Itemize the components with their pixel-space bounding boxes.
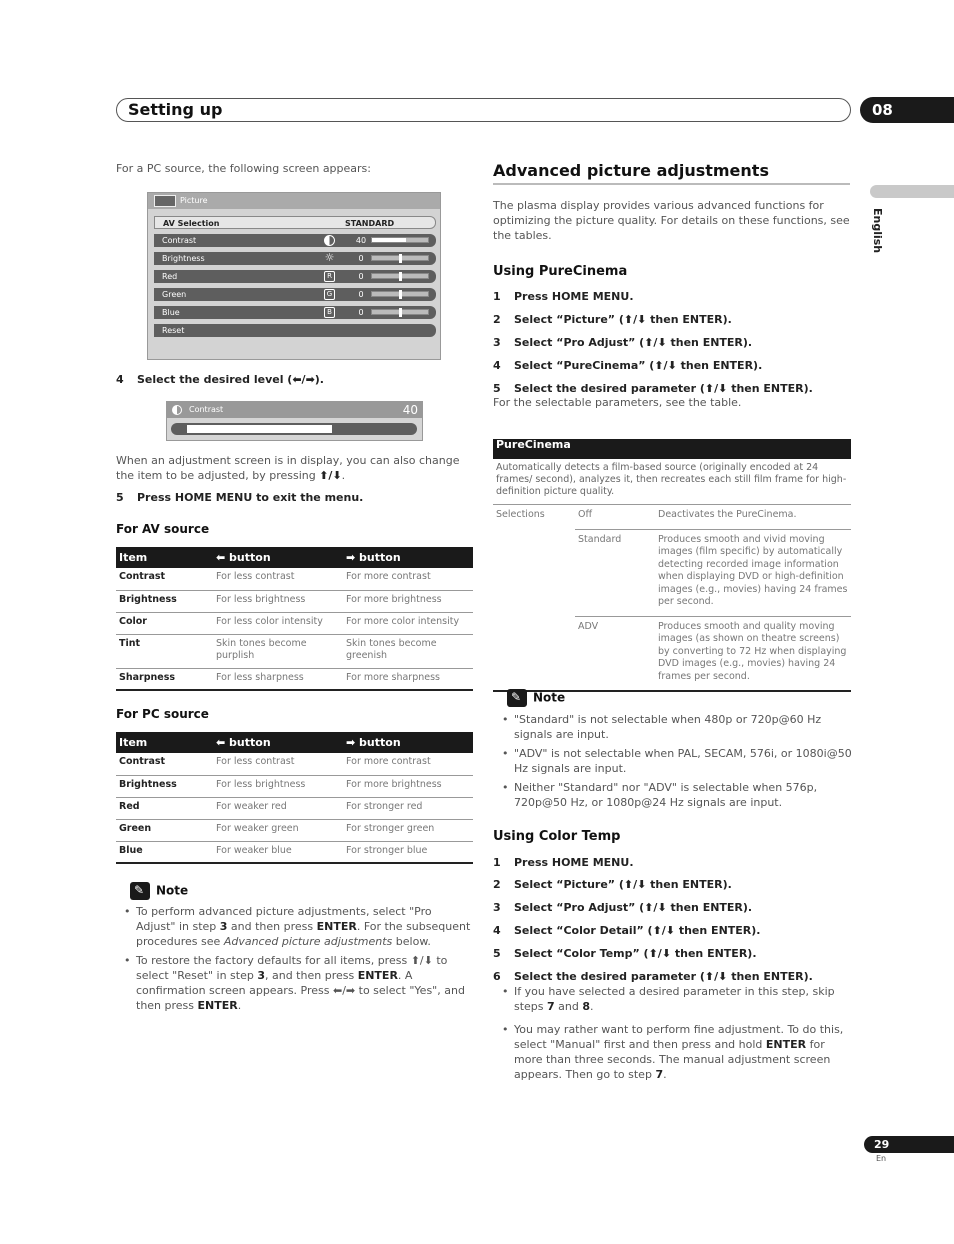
table-row: Color For less color intensity For more color intensity [116,612,473,634]
color-temp-step-6: 6 Select the desired parameter (⬆/⬇ then ENTER). [493,970,813,983]
osd-row-reset: Reset [154,324,436,337]
chapter-tab: 08 [860,97,954,123]
table-row: Contrast For less contrast For more contrast [116,753,473,775]
list-item: • You may rather want to perform fine adjustment. To do this, select "Manual" first and then press and hold ENTER for more than three seconds. The manual adjustment screen appears. Then go to step 7. [494,1022,852,1082]
list-item: • Neither "Standard" nor "ADV" is selectable when 576p, 720p@50 Hz, or 1080p@24 Hz signals are input. [494,780,852,810]
left-note-list [116,904,474,1017]
color-temp-step-2: 2 Select “Picture” (⬆/⬇ then ENTER). [493,878,732,891]
color-temp-step-5: 5 Select “Color Temp” (⬆/⬇ then ENTER). [493,947,757,960]
pc-source-intro: For a PC source, the following screen appears: [116,162,371,175]
table-row: ADV Produces smooth and quality moving images (as shown on theatre screens) by converting to 72 Hz when displaying DVD images (e.g., movies) having 24 frames per second. [493,616,851,691]
pc-source-heading: For PC source [116,707,209,721]
advanced-picture-title: Advanced picture adjustments [493,161,769,180]
purecinema-step-4: 4 Select “PureCinema” (⬆/⬇ then ENTER). [493,359,763,372]
red-icon: R [324,271,335,282]
table-row: Blue For weaker blue For stronger blue [116,841,473,863]
blue-icon: B [324,307,335,318]
page-number: 29 [864,1136,954,1153]
purecinema-see-table: For the selectable parameters, see the table. [493,396,742,409]
table-row: Selections Off Deactivates the PureCinema. [493,505,851,530]
list-item: • "ADV" is not selectable when PAL, SECAM, 576i, or 1080i@50 Hz signals are input. [494,746,852,776]
av-source-heading: For AV source [116,522,210,536]
list-item: • "Standard" is not selectable when 480p or 720p@60 Hz signals are input. [494,712,852,742]
header-bar [116,98,851,122]
purecinema-heading: Using PureCinema [493,264,628,279]
contrast-slider-track [171,423,417,435]
table-header-row: Item ⬅ button ➡ button [116,732,473,753]
page-section-title: Setting up [128,100,223,119]
purecinema-table [493,439,851,692]
brightness-icon: ☼ [324,251,335,264]
table-row: Tint Skin tones become purplish Skin tones become greenish [116,634,473,668]
list-item: • If you have selected a desired parameter in this step, skip steps 7 and 8. [494,984,852,1014]
right-note-list [494,712,852,814]
purecinema-step-2: 2 Select “Picture” (⬆/⬇ then ENTER). [493,313,732,326]
green-icon: G [324,289,335,300]
page-language-code: En [876,1154,887,1163]
purecinema-step-5: 5 Select the desired parameter (⬆/⬇ then ENTER). [493,382,813,395]
note-pencil-icon [507,689,527,707]
osd-row-red: Red R 0 [154,270,436,283]
right-note-heading: ✎Note [507,689,565,707]
table-row: Brightness For less brightness For more brightness [116,590,473,612]
color-temp-step-4: 4 Select “Color Detail” (⬆/⬇ then ENTER). [493,924,761,937]
step-4-select-level: 4 Select the desired level (⬅/➡). [116,373,324,386]
left-note-heading: ✎Note [130,882,188,900]
list-item: • To perform advanced picture adjustments, select "Pro Adjust" in step 3 and then press ENTER. For the subsequent procedures see Advanced picture adjustments below. [116,904,474,949]
osd-row-blue: Blue B 0 [154,306,436,319]
color-temp-bullets [494,984,852,1086]
osd-row-brightness: Brightness ☼ 0 [154,252,436,265]
table-row: Standard Produces smooth and vivid moving images (film specific) by automatically detecting recorded image information when displaying DVD or high-definition images (e.g., movies) having 24 frames per second. [493,529,851,616]
table-row: Red For weaker red For stronger red [116,797,473,819]
language-label: English [871,208,884,254]
purecinema-step-1: 1 Press HOME MENU. [493,290,634,303]
step-5-exit-menu: 5 Press HOME MENU to exit the menu. [116,491,364,504]
pc-source-table [116,732,473,864]
advanced-intro: The plasma display provides various advanced functions for optimizing the picture quality. For details on these functions, see the tables. [493,199,850,242]
note-pencil-icon [130,882,150,900]
table-row: Automatically detects a film-based source (originally encoded at 24 frames/ second), analyzes it, then recreates each still film frame for high-definition picture quality. [493,459,851,505]
table-row: Contrast For less contrast For more contrast [116,568,473,590]
contrast-icon [172,405,182,415]
picture-menu-icon [154,195,176,207]
color-temp-heading: Using Color Temp [493,829,621,844]
contrast-icon [324,235,335,246]
table-row: Brightness For less brightness For more brightness [116,775,473,797]
osd-row-av-selection: AV Selection STANDARD [154,216,436,229]
av-source-table [116,547,473,691]
purecinema-step-3: 3 Select “Pro Adjust” (⬆/⬇ then ENTER). [493,336,753,349]
osd-picture-menu [147,192,441,360]
adjust-screen-text: When an adjustment screen is in display, you can also change the item to be adjusted, by pressing ⬆/⬇. [116,454,460,482]
table-row: Sharpness For less sharpness For more sharpness [116,668,473,690]
table-header-row: Item ⬅ button ➡ button [116,547,473,568]
language-tab [870,185,954,198]
osd-title: Picture [148,193,440,209]
color-temp-step-1: 1 Press HOME MENU. [493,856,634,869]
osd-row-green: Green G 0 [154,288,436,301]
contrast-slider-fill [187,425,332,433]
osd-row-contrast: Contrast 40 [154,234,436,247]
color-temp-step-3: 3 Select “Pro Adjust” (⬆/⬇ then ENTER). [493,901,753,914]
contrast-slider-screen: Contrast 40 [166,401,423,441]
list-item: • To restore the factory defaults for all items, press ⬆/⬇ to select "Reset" in step 3, and then press ENTER. A confirmation screen appears. Press ⬅/➡ to select "Yes", and then press ENTER. [116,953,474,1013]
table-row: Green For weaker green For stronger green [116,819,473,841]
table-header-row: PureCinema [493,439,851,459]
section-rule [493,183,850,185]
